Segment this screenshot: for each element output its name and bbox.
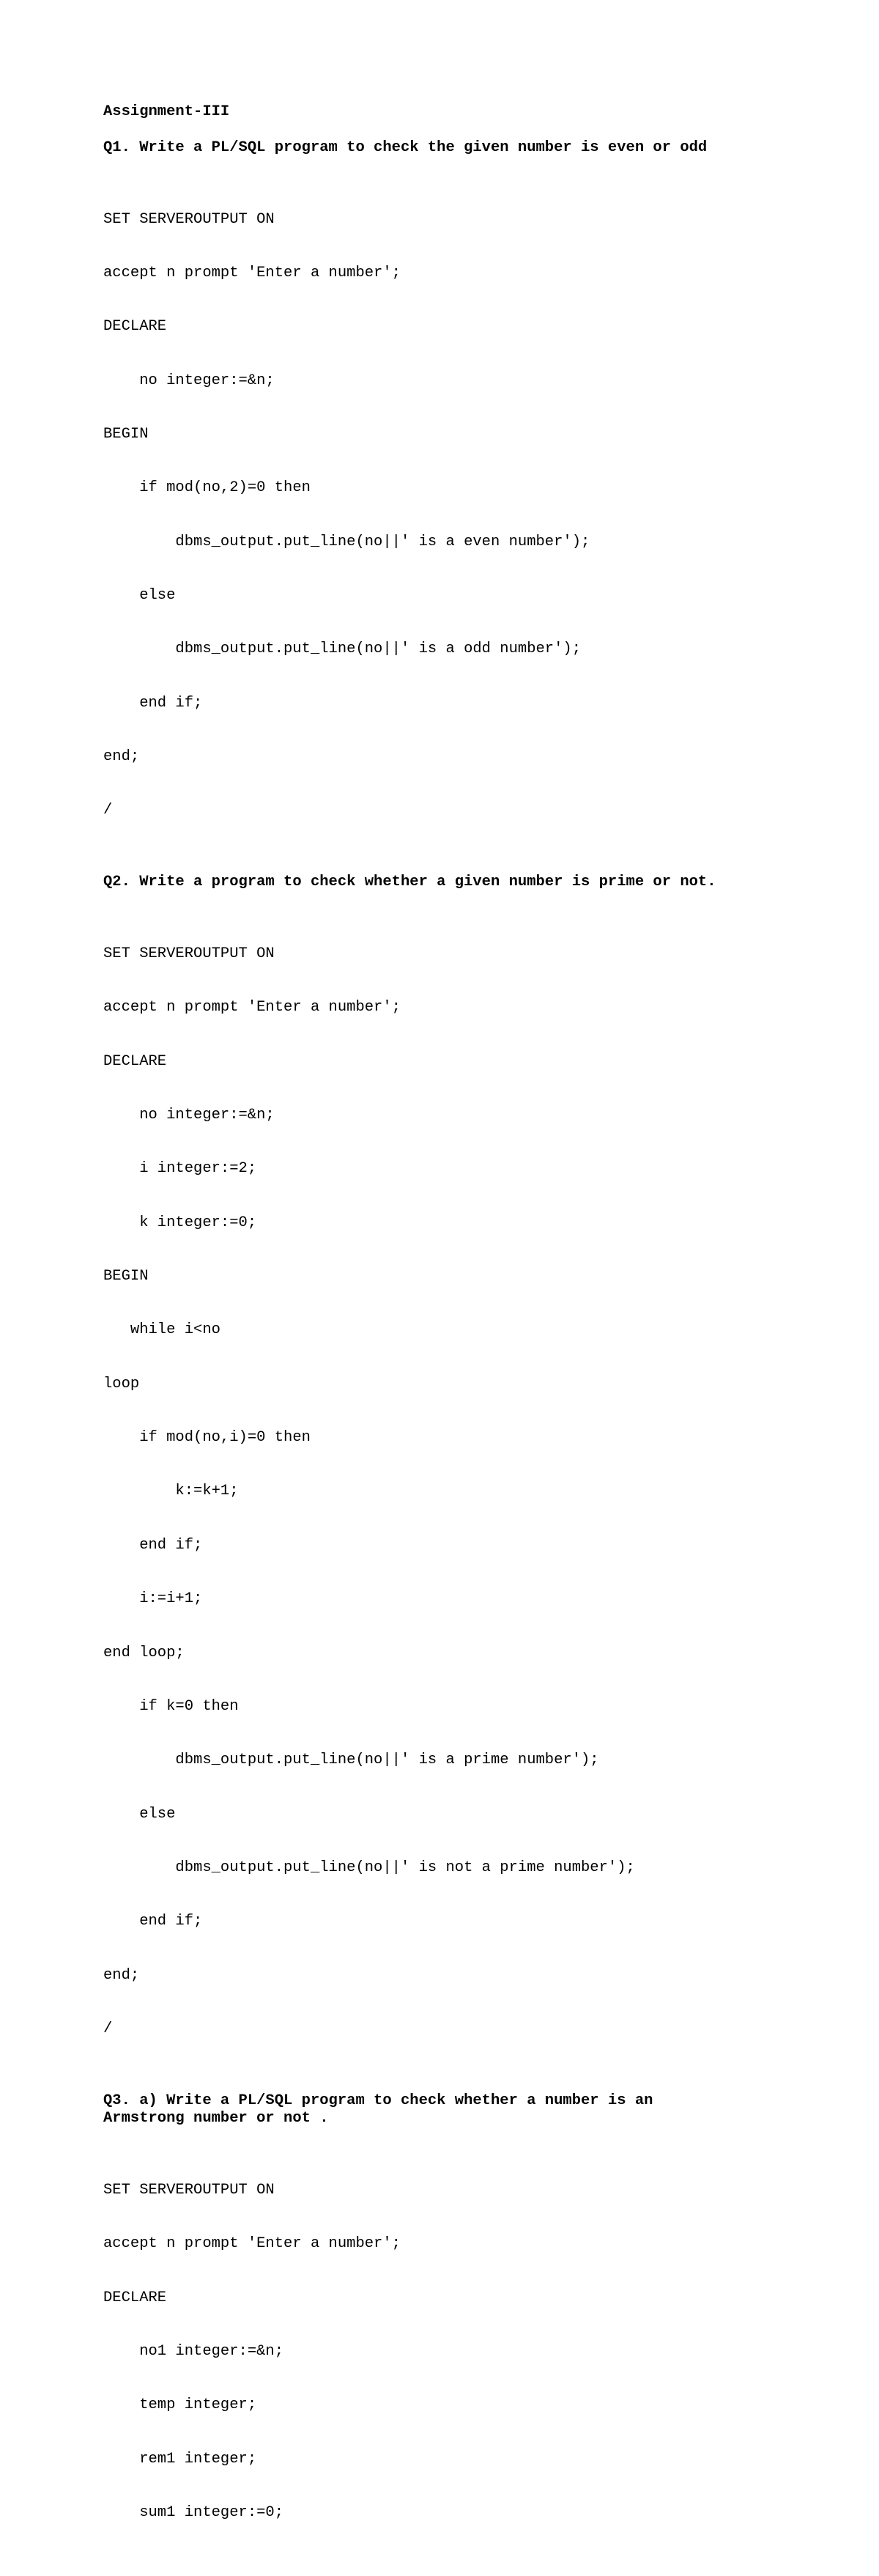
code-line: end if; bbox=[103, 1536, 203, 1554]
code-line: no integer:=&n; bbox=[103, 1107, 275, 1124]
code-line: if mod(no,2)=0 then bbox=[103, 479, 311, 497]
code-line: loop bbox=[103, 1375, 140, 1392]
code-line: dbms_output.put_line(no||' is a even number'); bbox=[103, 533, 590, 550]
code-line: BEGIN bbox=[103, 1268, 149, 1285]
question-3-heading: Q3. a) Write a PL/SQL program to check whether a number is an Armstrong number or not . bbox=[103, 2092, 662, 2127]
question-1-code bbox=[103, 175, 836, 856]
code-line: if mod(no,i)=0 then bbox=[103, 1429, 311, 1447]
code-line: end; bbox=[103, 1966, 140, 1984]
code-line: dbms_output.put_line(no||' is a prime number'); bbox=[103, 1752, 599, 1769]
code-line: k integer:=0; bbox=[103, 1214, 257, 1231]
code-line: accept n prompt 'Enter a number'; bbox=[103, 265, 401, 282]
code-line: end if; bbox=[103, 694, 203, 712]
code-line: BEGIN bbox=[103, 426, 149, 443]
question-3-code bbox=[103, 2146, 836, 2558]
code-line: i:=i+1; bbox=[103, 1590, 203, 1608]
question-2-code bbox=[103, 909, 836, 2074]
code-line: dbms_output.put_line(no||' is not a prime number'); bbox=[103, 1859, 635, 1876]
question-1-heading: Q1. Write a PL/SQL program to check the given number is even or odd bbox=[103, 139, 708, 156]
code-line: end if; bbox=[103, 1913, 203, 1930]
code-line: rem1 integer; bbox=[103, 2450, 257, 2468]
code-line: dbms_output.put_line(no||' is a odd number'); bbox=[103, 641, 582, 658]
code-line: while i<no bbox=[103, 1321, 220, 1339]
document-page bbox=[103, 103, 836, 2576]
code-line: DECLARE bbox=[103, 2289, 167, 2306]
code-line: no integer:=&n; bbox=[103, 372, 275, 389]
code-line: sum1 integer:=0; bbox=[103, 2504, 284, 2522]
code-line: else bbox=[103, 1805, 176, 1823]
code-line: SET SERVEROUTPUT ON bbox=[103, 2181, 275, 2199]
code-line: SET SERVEROUTPUT ON bbox=[103, 945, 275, 963]
code-line: no1 integer:=&n; bbox=[103, 2342, 284, 2360]
code-line: / bbox=[103, 2020, 113, 2037]
code-line: SET SERVEROUTPUT ON bbox=[103, 210, 275, 228]
code-line: DECLARE bbox=[103, 318, 167, 336]
code-line: if k=0 then bbox=[103, 1697, 239, 1715]
code-line: end; bbox=[103, 748, 140, 766]
code-line: else bbox=[103, 587, 176, 605]
code-line: accept n prompt 'Enter a number'; bbox=[103, 2235, 401, 2253]
code-line: end loop; bbox=[103, 1644, 185, 1661]
code-line: / bbox=[103, 802, 113, 819]
question-2-heading: Q2. Write a program to check whether a given number is prime or not. bbox=[103, 874, 716, 891]
code-line: accept n prompt 'Enter a number'; bbox=[103, 999, 401, 1016]
code-line: temp integer; bbox=[103, 2396, 257, 2414]
assignment-title: Assignment-III bbox=[103, 103, 230, 120]
code-line: i integer:=2; bbox=[103, 1160, 257, 1178]
code-line: DECLARE bbox=[103, 1052, 167, 1070]
code-line: k:=k+1; bbox=[103, 1483, 239, 1500]
